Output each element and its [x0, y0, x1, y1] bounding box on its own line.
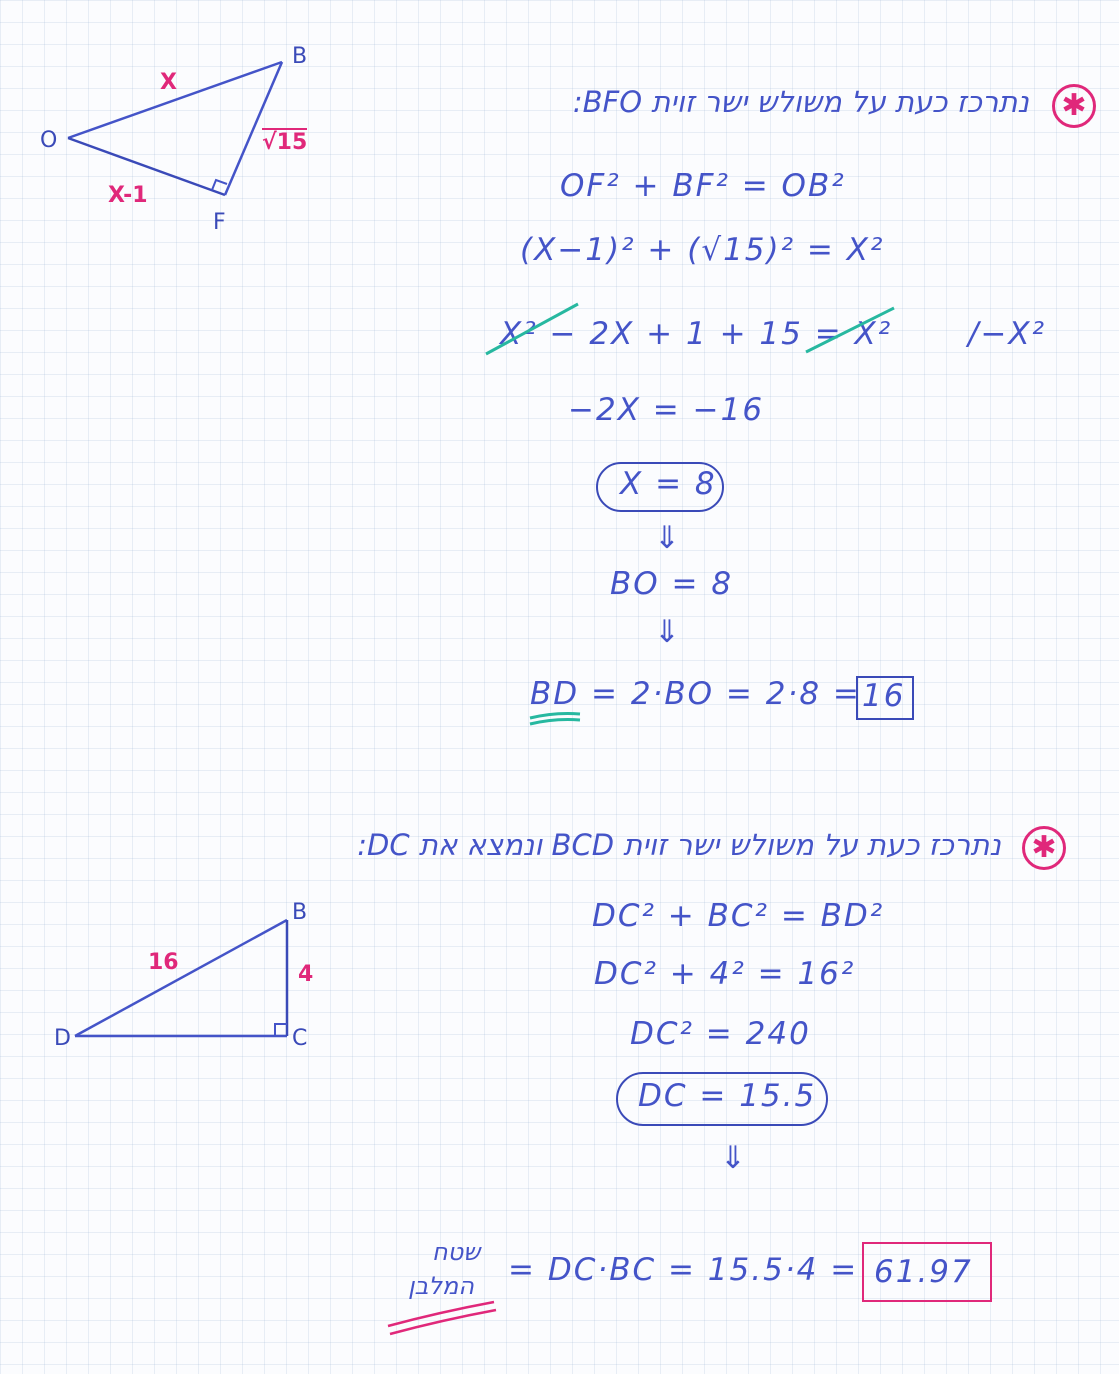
asterisk-circle-icon: ✱ [1052, 84, 1096, 128]
vertex-label-b: B [292, 44, 308, 69]
equation-line-1: OF² + BF² = OB² [560, 168, 846, 204]
vertex-label-o: O [40, 128, 58, 153]
area-label-bottom: המלבן [408, 1272, 475, 1300]
side-label-of: X-1 [108, 183, 148, 208]
asterisk-circle-icon: ✱ [1022, 826, 1066, 870]
vertex-label-c: C [292, 1026, 308, 1051]
section1-heading: נתרכז כעת על משולש ישר זוית BFO: [572, 85, 1029, 119]
side-label-bf: √15 [262, 130, 308, 155]
vertex-label-d: D [54, 1026, 71, 1051]
vertex-label-b2: B [292, 900, 308, 925]
bd-line: BD = 2·BO = 2·8 = [530, 676, 861, 712]
area-expression: = DC·BC = 15.5·4 = [508, 1252, 859, 1288]
down-arrow-icon: ⇓ [720, 1140, 748, 1176]
equation-line-3: X² − 2X + 1 + 15 = X² [500, 316, 893, 352]
area-label-top: שטח [432, 1238, 481, 1266]
side-label-bc: 4 [298, 962, 314, 987]
result-dc: DC = 15.5 [638, 1078, 817, 1114]
side-label-ob: X [160, 70, 177, 95]
equation-line-4: −2X = −16 [568, 392, 765, 428]
result-x: X = 8 [620, 466, 717, 502]
side-label-bd: 16 [148, 950, 179, 975]
bo-line: BO = 8 [610, 566, 734, 602]
equation2-line-1: DC² + BC² = BD² [592, 898, 885, 934]
subtract-note: /−X² [968, 316, 1047, 352]
down-arrow-icon: ⇓ [654, 614, 682, 650]
area-result: 61.97 [874, 1254, 973, 1290]
vertex-label-f: F [213, 210, 226, 235]
down-arrow-icon: ⇓ [654, 520, 682, 556]
equation2-line-2: DC² + 4² = 16² [594, 956, 856, 992]
equation2-line-3: DC² = 240 [630, 1016, 811, 1052]
bd-result: 16 [862, 678, 906, 714]
section2-heading: נתרכז כעת על משולש ישר זוית BCD ונמצא את DC: [357, 828, 1001, 862]
equation-line-2: (X−1)² + (√15)² = X² [520, 232, 885, 268]
